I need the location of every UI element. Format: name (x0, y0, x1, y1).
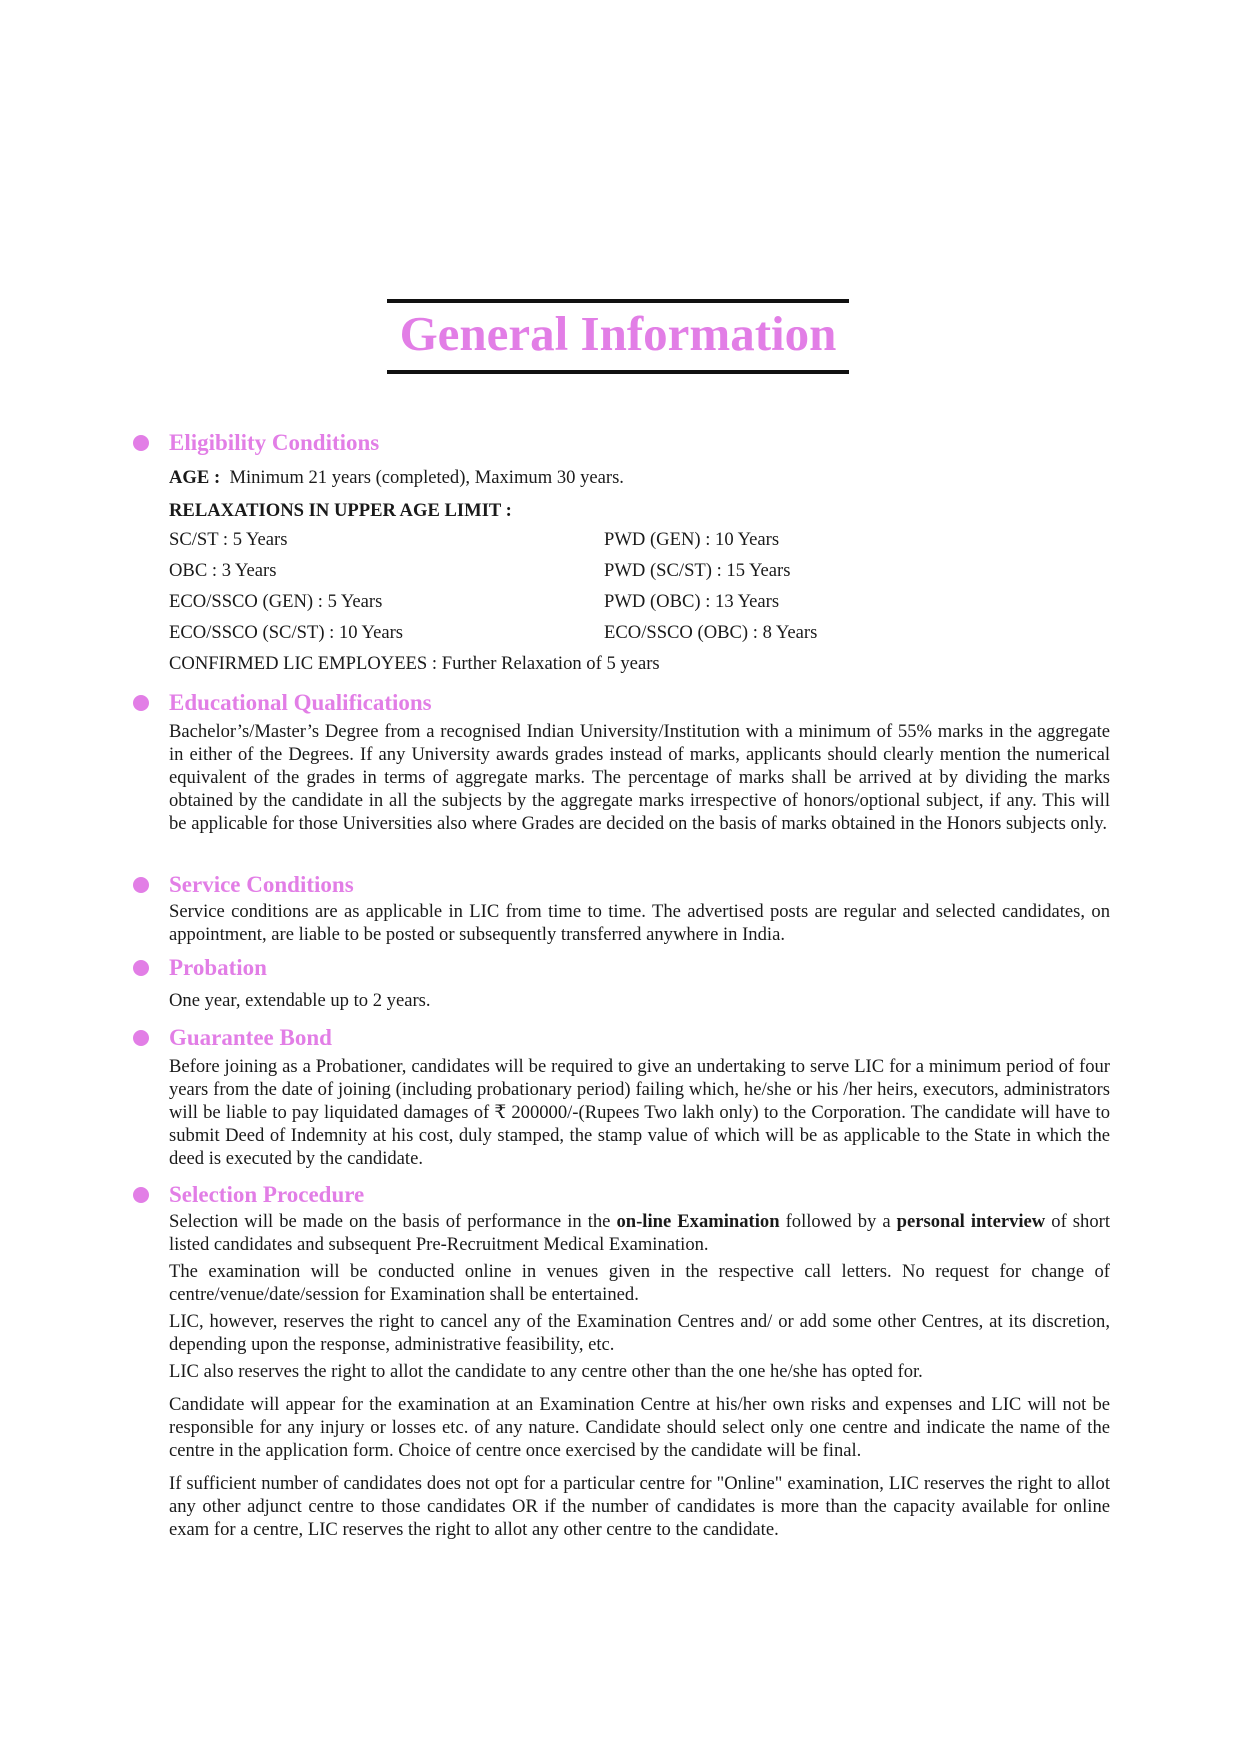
bullet-icon (133, 435, 149, 451)
bond-text: Before joining as a Probationer, candidates will be required to give an undertaking to serve LIC for a minimum period of four years from the date of joining (including probationary period) failing which, he/she or his /her heirs, executors, administrators will be liable to pay liquidated damages of ₹ 200000/-(Rupees Two lakh only) to the Corporation. The candidate will have to submit Deed of Indemnity at his cost, duly stamped, the stamp value of which will be as applicable to the State in which the deed is executed by the candidate. (169, 1056, 1110, 1169)
heading-text: Guarantee Bond (169, 1025, 332, 1050)
probation-text: One year, extendable up to 2 years. (169, 990, 431, 1011)
section-heading-service (130, 870, 1110, 900)
section-bond (130, 1023, 1110, 1170)
heading-text: Educational Qualifications (169, 690, 432, 715)
section-eligibility (130, 428, 1110, 675)
relaxations-heading: RELAXATIONS IN UPPER AGE LIMIT : (169, 500, 512, 521)
text-run: followed by a (779, 1211, 897, 1232)
heading-text: Eligibility Conditions (169, 430, 380, 455)
text-run-bold: on-line Examination (616, 1211, 780, 1232)
selection-paragraph-1 (169, 1210, 1110, 1256)
relax-item: ECO/SSCO (SC/ST) : 10 Years (169, 622, 404, 643)
page-title: General Information (399, 306, 837, 361)
confirmed-employees: CONFIRMED LIC EMPLOYEES : Further Relaxation of 5 years (169, 653, 660, 674)
section-heading-selection (130, 1180, 1110, 1210)
education-text: Bachelor’s/Master’s Degree from a recognised Indian University/Institution with a minimum of 55% marks in the aggregate in either of the Degrees. If any University awards grades instead of marks, applicants should clearly mention the numerical equivalent of the grades in terms of aggregate marks. The percentage of marks shall be arrived at by dividing the marks obtained by the candidate in all the subjects by the aggregate marks irrespective of honors/optional subject, if any. This will be applicable for those Universities also where Grades are decided on the basis of marks obtained in the Honors subjects only. (169, 721, 1110, 834)
title-block (387, 299, 849, 374)
relax-item: PWD (OBC) : 13 Years (604, 591, 780, 612)
relax-item: PWD (GEN) : 10 Years (604, 529, 780, 550)
relax-item: OBC : 3 Years (169, 560, 277, 581)
section-probation (130, 953, 1110, 1012)
selection-paragraph-6: If sufficient number of candidates does not opt for a particular centre for "Online" examination, LIC reserves the right to allot any other adjunct centre to those candidates OR if the number of candidates is more than the capacity available for online exam for a centre, LIC reserves the right to allot any other centre to the candidate. (169, 1473, 1110, 1540)
bullet-icon (133, 695, 149, 711)
age-row (169, 466, 1110, 489)
text-run: Selection will be made on the basis of performance in the (169, 1211, 617, 1232)
section-education (130, 688, 1110, 835)
selection-paragraph-3: LIC, however, reserves the right to cancel any of the Examination Centres and/ or add some other Centres, at its discretion, depending upon the response, administrative feasibility, etc. (169, 1311, 1110, 1355)
section-service (130, 870, 1110, 946)
section-heading-probation (130, 953, 1110, 983)
section-selection (130, 1180, 1110, 1545)
relax-item: PWD (SC/ST) : 15 Years (604, 560, 791, 581)
bullet-icon (133, 1030, 149, 1046)
text-run: of short listed candidates and subsequent Pre-Recruitment Medical Examination. (169, 1211, 1110, 1255)
text-run-bold: personal interview (896, 1211, 1046, 1232)
service-text: Service conditions are as applicable in LIC from time to time. The advertised posts are regular and selected candidates, on appointment, are liable to be posted or subsequently transferred anywhere in India. (169, 901, 1110, 945)
bullet-icon (133, 960, 149, 976)
relaxations-grid (169, 528, 869, 644)
selection-paragraph-2: The examination will be conducted online in venues given in the respective call letters. No request for change of centre/venue/date/session for Examination shall be entertained. (169, 1261, 1110, 1305)
bullet-icon (133, 1187, 149, 1203)
relax-item: ECO/SSCO (OBC) : 8 Years (604, 622, 818, 643)
heading-text: Selection Procedure (169, 1182, 365, 1207)
selection-paragraph-5: Candidate will appear for the examination at an Examination Centre at his/her own risks and expenses and LIC will not be responsible for any injury or losses etc. of any nature. Candidate should select only one centre and indicate the name of the centre in the application form. Choice of centre once exercised by the candidate will be final. (169, 1394, 1110, 1461)
section-heading-education (130, 688, 1110, 718)
selection-paragraph-4: LIC also reserves the right to allot the candidate to any centre other than the one he/she has opted for. (169, 1361, 923, 1382)
bullet-icon (133, 877, 149, 893)
section-heading-bond (130, 1023, 1110, 1053)
heading-text: Service Conditions (169, 872, 354, 897)
relax-item: ECO/SSCO (GEN) : 5 Years (169, 591, 383, 612)
age-text: Minimum 21 years (completed), Maximum 30 years. (229, 467, 624, 488)
age-label: AGE : (169, 467, 221, 488)
heading-text: Probation (169, 955, 267, 980)
selection-text (169, 1210, 1110, 1541)
relax-item: SC/ST : 5 Years (169, 529, 288, 550)
section-heading-eligibility (130, 428, 1110, 458)
